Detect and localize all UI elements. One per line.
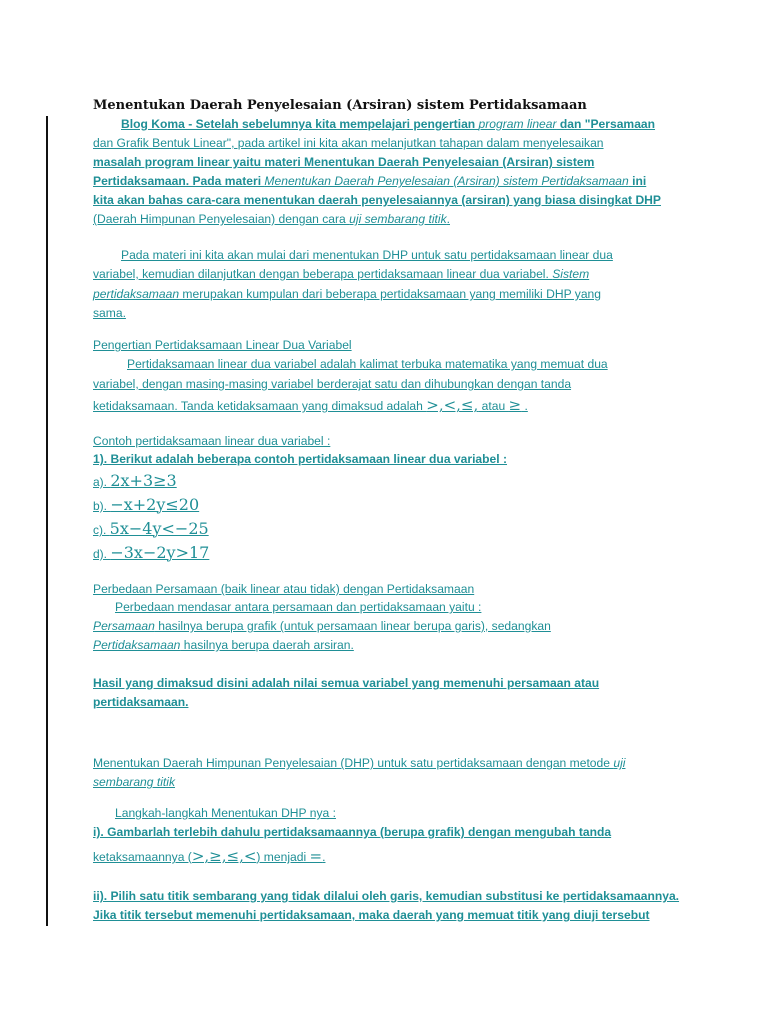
program-linear-link[interactable]: program linear bbox=[478, 117, 557, 131]
example-expression: −3x−2y>17 bbox=[110, 543, 210, 562]
langkah-heading bbox=[93, 807, 336, 819]
para2-line-4: sama. bbox=[93, 306, 126, 320]
example-expression: −x+2y≤20 bbox=[110, 495, 200, 514]
intro-text: dan "Persamaan bbox=[556, 117, 656, 131]
perbedaan-line-3 bbox=[93, 639, 354, 651]
example-d bbox=[93, 543, 209, 562]
pengertian-text: . bbox=[521, 399, 528, 413]
article-title: Menentukan Daerah Penyelesaian (Arsiran) sistem Pertidaksamaan bbox=[93, 98, 587, 113]
intro-text: . bbox=[446, 212, 450, 226]
intro-line-6 bbox=[93, 213, 450, 225]
inequality-symbols: >,<,≤, bbox=[426, 396, 479, 414]
example-label: a). bbox=[93, 475, 111, 489]
perbedaan-text: Perbedaan mendasar antara persamaan dan pertidaksamaan yaitu : bbox=[115, 600, 482, 614]
perbedaan-text: hasilnya berupa grafik (untuk persamaan linear berupa garis), sedangkan bbox=[154, 619, 551, 633]
section-heading-dhp-line-1 bbox=[93, 757, 625, 769]
pengertian-line-2: variabel, dengan masing-masing variabel berderajat satu dan dihubungkan dengan tanda bbox=[93, 377, 572, 391]
langkah-heading-text: Langkah-langkah Menentukan DHP nya : bbox=[115, 806, 336, 820]
sistem-link[interactable]: Sistem bbox=[552, 267, 590, 281]
example-b bbox=[93, 495, 199, 514]
example-expression: 2x+3≥3 bbox=[110, 471, 177, 490]
perbedaan-line-5: pertidaksamaan. bbox=[93, 695, 189, 709]
pengertian-line-3 bbox=[93, 398, 528, 413]
dhp-heading-text: Menentukan Daerah Himpunan Penyelesaian (DHP) untuk satu pertidaksamaan dengan metode bbox=[93, 756, 614, 770]
intro-text: ini bbox=[628, 174, 647, 188]
langkah-step-2-line-1: ii). Pilih satu titik sembarang yang tidak dilalui oleh garis, kemudian substitusi ke pertidaksamaannya. bbox=[93, 889, 680, 903]
perbedaan-line-4: Hasil yang dimaksud disini adalah nilai semua variabel yang memenuhi persamaan atau bbox=[93, 676, 600, 690]
langkah-step-2-line-2: Jika titik tersebut memenuhi pertidaksamaan, maka daerah yang memuat titik yang diuji tersebut bbox=[93, 908, 650, 922]
para2-text: variabel, kemudian dilanjutkan dengan beberapa pertidaksamaan linear dua variabel. bbox=[93, 267, 553, 281]
example-label: c). bbox=[93, 523, 110, 537]
inequality-symbol: ≥ bbox=[508, 396, 522, 414]
langkah-text: ) menjadi bbox=[256, 850, 310, 864]
example-c bbox=[93, 519, 209, 538]
langkah-step-1-line-2 bbox=[93, 849, 325, 864]
para2-line-2 bbox=[93, 268, 589, 280]
intro-line-5: kita akan bahas cara-cara menentukan daerah penyelesaiannya (arsiran) yang biasa disingkat DHP bbox=[93, 193, 661, 207]
para2-line-1 bbox=[93, 249, 613, 261]
para2-text: merupakan kumpulan dari beberapa pertidaksamaan yang memiliki DHP yang bbox=[179, 287, 602, 301]
pertidaksamaan-link[interactable]: pertidaksamaan bbox=[93, 287, 180, 301]
contoh-subheading: 1). Berikut adalah beberapa contoh pertidaksamaan linear dua variabel : bbox=[93, 452, 508, 466]
example-label: b). bbox=[93, 499, 111, 513]
inequality-symbols: >,≥,≤,< bbox=[191, 847, 257, 865]
uji-link[interactable]: uji bbox=[613, 756, 626, 770]
example-a bbox=[93, 471, 177, 490]
pertidaksamaan-link[interactable]: Pertidaksamaan bbox=[93, 638, 181, 652]
persamaan-link[interactable]: Persamaan bbox=[93, 619, 155, 633]
perbedaan-text: hasilnya berupa daerah arsiran. bbox=[180, 638, 354, 652]
example-label: d). bbox=[93, 547, 111, 561]
para2-line-3 bbox=[93, 288, 601, 300]
para2-text: Pada materi ini kita akan mulai dari menentukan DHP untuk satu pertidaksamaan linear dua bbox=[121, 248, 613, 262]
page-margin-rule bbox=[46, 116, 48, 926]
section-heading-contoh: Contoh pertidaksamaan linear dua variabel : bbox=[93, 434, 331, 448]
perbedaan-line-1 bbox=[93, 601, 481, 613]
section-heading-perbedaan: Perbedaan Persamaan (baik linear atau tidak) dengan Pertidaksamaan bbox=[93, 582, 475, 596]
intro-line-4 bbox=[93, 175, 646, 187]
langkah-text: ketaksamaannya ( bbox=[93, 850, 192, 864]
equals-symbol: = bbox=[309, 847, 323, 865]
pengertian-text: ketidaksamaan. Tanda ketidaksamaan yang dimaksud adalah bbox=[93, 399, 427, 413]
intro-text: Pertidaksamaan. Pada materi bbox=[93, 174, 265, 188]
example-expression: 5x−4y<−25 bbox=[109, 519, 209, 538]
pengertian-line-1 bbox=[93, 358, 608, 370]
intro-line-3: masalah program linear yaitu materi Menentukan Daerah Penyelesaian (Arsiran) sistem bbox=[93, 155, 595, 169]
perbedaan-line-2 bbox=[93, 620, 551, 632]
intro-line-1 bbox=[93, 118, 655, 130]
uji-sembarang-titik-link[interactable]: uji sembarang titik bbox=[349, 212, 447, 226]
langkah-step-1-line-1: i). Gambarlah terlebih dahulu pertidaksamaannya (berupa grafik) dengan mengubah tanda bbox=[93, 825, 612, 839]
intro-line-2: dan Grafik Bentuk Linear", pada artikel ini kita akan melanjutkan tahapan dalam menyelesaikan bbox=[93, 136, 604, 150]
pengertian-text: atau bbox=[478, 399, 509, 413]
intro-text: (Daerah Himpunan Penyelesaian) dengan cara bbox=[93, 212, 350, 226]
topic-link[interactable]: Menentukan Daerah Penyelesaian (Arsiran) sistem Pertidaksamaan bbox=[264, 174, 629, 188]
section-heading-dhp-line-2[interactable]: sembarang titik bbox=[93, 775, 176, 789]
section-heading-pengertian: Pengertian Pertidaksamaan Linear Dua Variabel bbox=[93, 338, 352, 352]
pengertian-text: Pertidaksamaan linear dua variabel adalah kalimat terbuka matematika yang memuat dua bbox=[127, 357, 608, 371]
intro-text: Blog Koma - Setelah sebelumnya kita mempelajari pengertian bbox=[121, 117, 479, 131]
langkah-text: . bbox=[322, 850, 326, 864]
